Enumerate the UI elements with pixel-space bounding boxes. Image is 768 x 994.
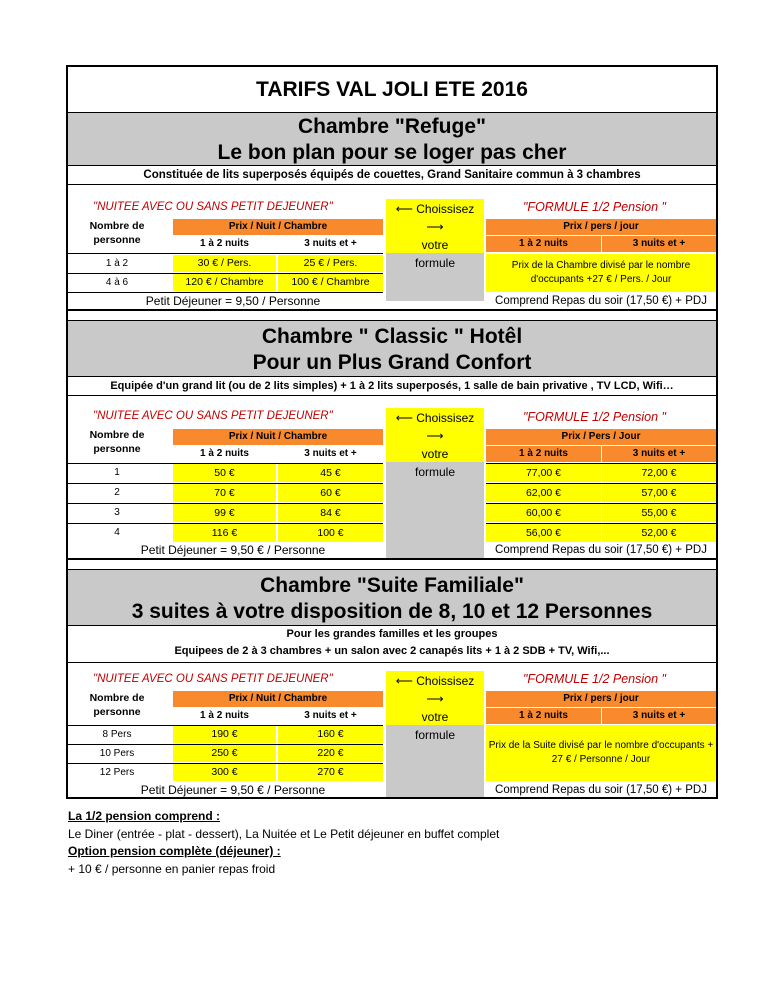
suite-nombre-label: Nombre de personne bbox=[89, 692, 145, 718]
classic-row-persons: 3 bbox=[114, 507, 120, 518]
classic-right-col2: 3 nuits et + bbox=[602, 446, 716, 462]
arrow-right-icon: ⟶ bbox=[426, 692, 444, 706]
refuge-breakfast-price: Petit Déjeuner = 9,50 / Personne bbox=[145, 294, 321, 308]
classic-left-col1: 1 à 2 nuits bbox=[200, 448, 249, 459]
refuge-left-col1: 1 à 2 nuits bbox=[200, 238, 249, 249]
arrow-left-icon: ⟵ bbox=[395, 411, 413, 425]
suite-choose-text bbox=[386, 672, 484, 744]
classic-row-persons: 4 bbox=[114, 527, 120, 538]
suite-row-persons: 8 Pers bbox=[102, 729, 132, 740]
suite-row-price-long: 160 € bbox=[278, 726, 383, 743]
choose-word: formule bbox=[414, 256, 455, 270]
section-classic-title: Chambre " Classic " Hotêl bbox=[261, 325, 523, 348]
refuge-choose-text bbox=[386, 200, 484, 272]
classic-row-halfboard-short: 56,00 € bbox=[486, 524, 601, 542]
section-refuge-description: Constituée de lits superposés équipés de couettes, Grand Sanitaire commun à 3 chambres bbox=[68, 165, 716, 185]
suite-right-title: "FORMULE 1/2 Pension " bbox=[523, 672, 666, 686]
classic-row-halfboard-long: 52,00 € bbox=[602, 524, 716, 542]
refuge-nombre-label: Nombre de personne bbox=[89, 220, 145, 246]
suite-row-price-short: 300 € bbox=[173, 764, 276, 781]
refuge-right-formula: Prix de la Chambre divisé par le nombre d'occupants +27 € / Pers. / Jour bbox=[486, 254, 716, 292]
suite-right-price-header: Prix / pers / jour bbox=[486, 691, 716, 707]
classic-left-price-header: Prix / Nuit / Chambre bbox=[173, 429, 383, 445]
classic-row-halfboard-long: 72,00 € bbox=[602, 464, 716, 482]
classic-row-price-short: 116 € bbox=[173, 524, 276, 542]
classic-row-halfboard-long: 57,00 € bbox=[602, 484, 716, 502]
suite-right-col1: 1 à 2 nuits bbox=[486, 708, 601, 724]
arrow-right-icon: ⟶ bbox=[426, 220, 444, 234]
description-line: Pour les grandes familles et les groupes bbox=[286, 628, 498, 640]
refuge-left-col2: 3 nuits et + bbox=[304, 238, 357, 249]
suite-row-persons: 12 Pers bbox=[99, 767, 135, 778]
classic-choose-text bbox=[386, 409, 484, 481]
classic-right-title: "FORMULE 1/2 Pension " bbox=[523, 410, 666, 424]
classic-row-halfboard-long: 55,00 € bbox=[602, 504, 716, 522]
refuge-row2-persons: 4 à 6 bbox=[105, 277, 129, 288]
section-suite-subtitle: 3 suites à votre disposition de 8, 10 et 12 Personnes bbox=[131, 600, 653, 623]
suite-row-price-short: 250 € bbox=[173, 745, 276, 762]
arrow-left-icon: ⟵ bbox=[395, 674, 413, 688]
suite-left-price-header: Prix / Nuit / Chambre bbox=[173, 691, 383, 707]
section-classic-description: Equipée d'un grand lit (ou de 2 lits simples) + 1 à 2 lits superposés, 1 salle de bain privative , TV LCD, Wifi… bbox=[68, 376, 716, 396]
classic-row-price-long: 60 € bbox=[278, 484, 383, 502]
classic-nombre-label: Nombre de personne bbox=[89, 429, 145, 455]
suite-left-title: "NUITEE AVEC OU SANS PETIT DEJEUNER" bbox=[93, 673, 333, 685]
suite-row-price-long: 220 € bbox=[278, 745, 383, 762]
section-refuge-heading bbox=[68, 112, 716, 166]
classic-left-title: "NUITEE AVEC OU SANS PETIT DEJEUNER" bbox=[93, 410, 333, 422]
choose-word: votre bbox=[421, 447, 449, 461]
classic-row-halfboard-short: 77,00 € bbox=[486, 464, 601, 482]
notes-halfboard-text: Le Diner (entrée - plat - dessert), La Nuitée et Le Petit déjeuner en buffet complet bbox=[68, 826, 500, 841]
section-suite-heading bbox=[68, 569, 716, 626]
classic-left-col2: 3 nuits et + bbox=[304, 448, 357, 459]
section-suite-description bbox=[68, 625, 716, 663]
choose-word: Choissisez bbox=[416, 411, 475, 425]
classic-row-price-long: 100 € bbox=[278, 524, 383, 542]
classic-row-price-long: 45 € bbox=[278, 464, 383, 482]
classic-row-price-long: 84 € bbox=[278, 504, 383, 522]
section-refuge-title: Chambre "Refuge" bbox=[298, 115, 486, 138]
refuge-row2-price-short: 120 € / Chambre bbox=[173, 274, 276, 291]
suite-left-col2: 3 nuits et + bbox=[304, 710, 357, 721]
section-classic-heading bbox=[68, 320, 716, 377]
refuge-row1-persons: 1 à 2 bbox=[105, 258, 129, 269]
notes-fullboard-text: + 10 € / personne en panier repas froid bbox=[68, 861, 276, 876]
refuge-left-price-header: Prix / Nuit / Chambre bbox=[173, 219, 383, 235]
classic-row-price-short: 50 € bbox=[173, 464, 276, 482]
tariff-sheet bbox=[66, 65, 718, 799]
classic-row-persons: 1 bbox=[114, 467, 120, 478]
page-title: TARIFS VAL JOLI ETE 2016 bbox=[68, 67, 716, 113]
choose-word: votre bbox=[421, 710, 449, 724]
refuge-right-title: "FORMULE 1/2 Pension " bbox=[523, 200, 666, 214]
section-refuge-subtitle: Le bon plan pour se loger pas cher bbox=[217, 141, 567, 164]
notes-halfboard-heading: La 1/2 pension comprend : bbox=[68, 809, 221, 823]
choose-word: formule bbox=[414, 465, 455, 479]
refuge-row1-price-short: 30 € / Pers. bbox=[173, 255, 276, 272]
refuge-right-footer: Comprend Repas du soir (17,50 €) + PDJ bbox=[495, 295, 707, 307]
refuge-row2-price-long: 100 € / Chambre bbox=[278, 274, 383, 291]
choose-word: Choissisez bbox=[416, 674, 475, 688]
classic-breakfast-price: Petit Déjeuner = 9,50 € / Personne bbox=[140, 543, 326, 557]
section-suite-title: Chambre "Suite Familiale" bbox=[260, 574, 524, 597]
classic-row-persons: 2 bbox=[114, 487, 120, 498]
description-line: Equipees de 2 à 3 chambres + un salon avec 2 canapés lits + 1 à 2 SDB + TV, Wifi,... bbox=[174, 645, 610, 657]
classic-row-halfboard-short: 60,00 € bbox=[486, 504, 601, 522]
choose-word: Choissisez bbox=[416, 202, 475, 216]
classic-row-price-short: 70 € bbox=[173, 484, 276, 502]
suite-breakfast-price: Petit Déjeuner = 9,50 € / Personne bbox=[140, 783, 326, 797]
refuge-right-col2: 3 nuits et + bbox=[602, 236, 716, 252]
refuge-left-title: "NUITEE AVEC OU SANS PETIT DEJEUNER" bbox=[93, 201, 333, 213]
classic-row-price-short: 99 € bbox=[173, 504, 276, 522]
classic-row-halfboard-short: 62,00 € bbox=[486, 484, 601, 502]
refuge-right-price-header: Prix / pers / jour bbox=[486, 219, 716, 235]
notes bbox=[68, 808, 499, 878]
classic-right-price-header: Prix / Pers / Jour bbox=[486, 429, 716, 445]
choose-word: formule bbox=[414, 728, 455, 742]
divider bbox=[68, 253, 383, 254]
refuge-row1-price-long: 25 € / Pers. bbox=[278, 255, 383, 272]
arrow-left-icon: ⟵ bbox=[395, 202, 413, 216]
refuge-right-col1: 1 à 2 nuits bbox=[486, 236, 601, 252]
notes-fullboard-heading: Option pension complète (déjeuner) : bbox=[68, 844, 281, 858]
suite-row-price-short: 190 € bbox=[173, 726, 276, 743]
suite-right-col2: 3 nuits et + bbox=[602, 708, 716, 724]
suite-right-formula: Prix de la Suite divisé par le nombre d'occupants + 27 € / Personne / Jour bbox=[486, 725, 716, 781]
choose-word: votre bbox=[421, 238, 449, 252]
suite-left-col1: 1 à 2 nuits bbox=[200, 710, 249, 721]
classic-right-col1: 1 à 2 nuits bbox=[486, 446, 601, 462]
suite-row-persons: 10 Pers bbox=[99, 748, 135, 759]
suite-row-price-long: 270 € bbox=[278, 764, 383, 781]
arrow-right-icon: ⟶ bbox=[426, 429, 444, 443]
section-classic-subtitle: Pour un Plus Grand Confort bbox=[252, 351, 532, 374]
classic-right-footer: Comprend Repas du soir (17,50 €) + PDJ bbox=[495, 544, 707, 556]
suite-right-footer: Comprend Repas du soir (17,50 €) + PDJ bbox=[495, 784, 707, 796]
